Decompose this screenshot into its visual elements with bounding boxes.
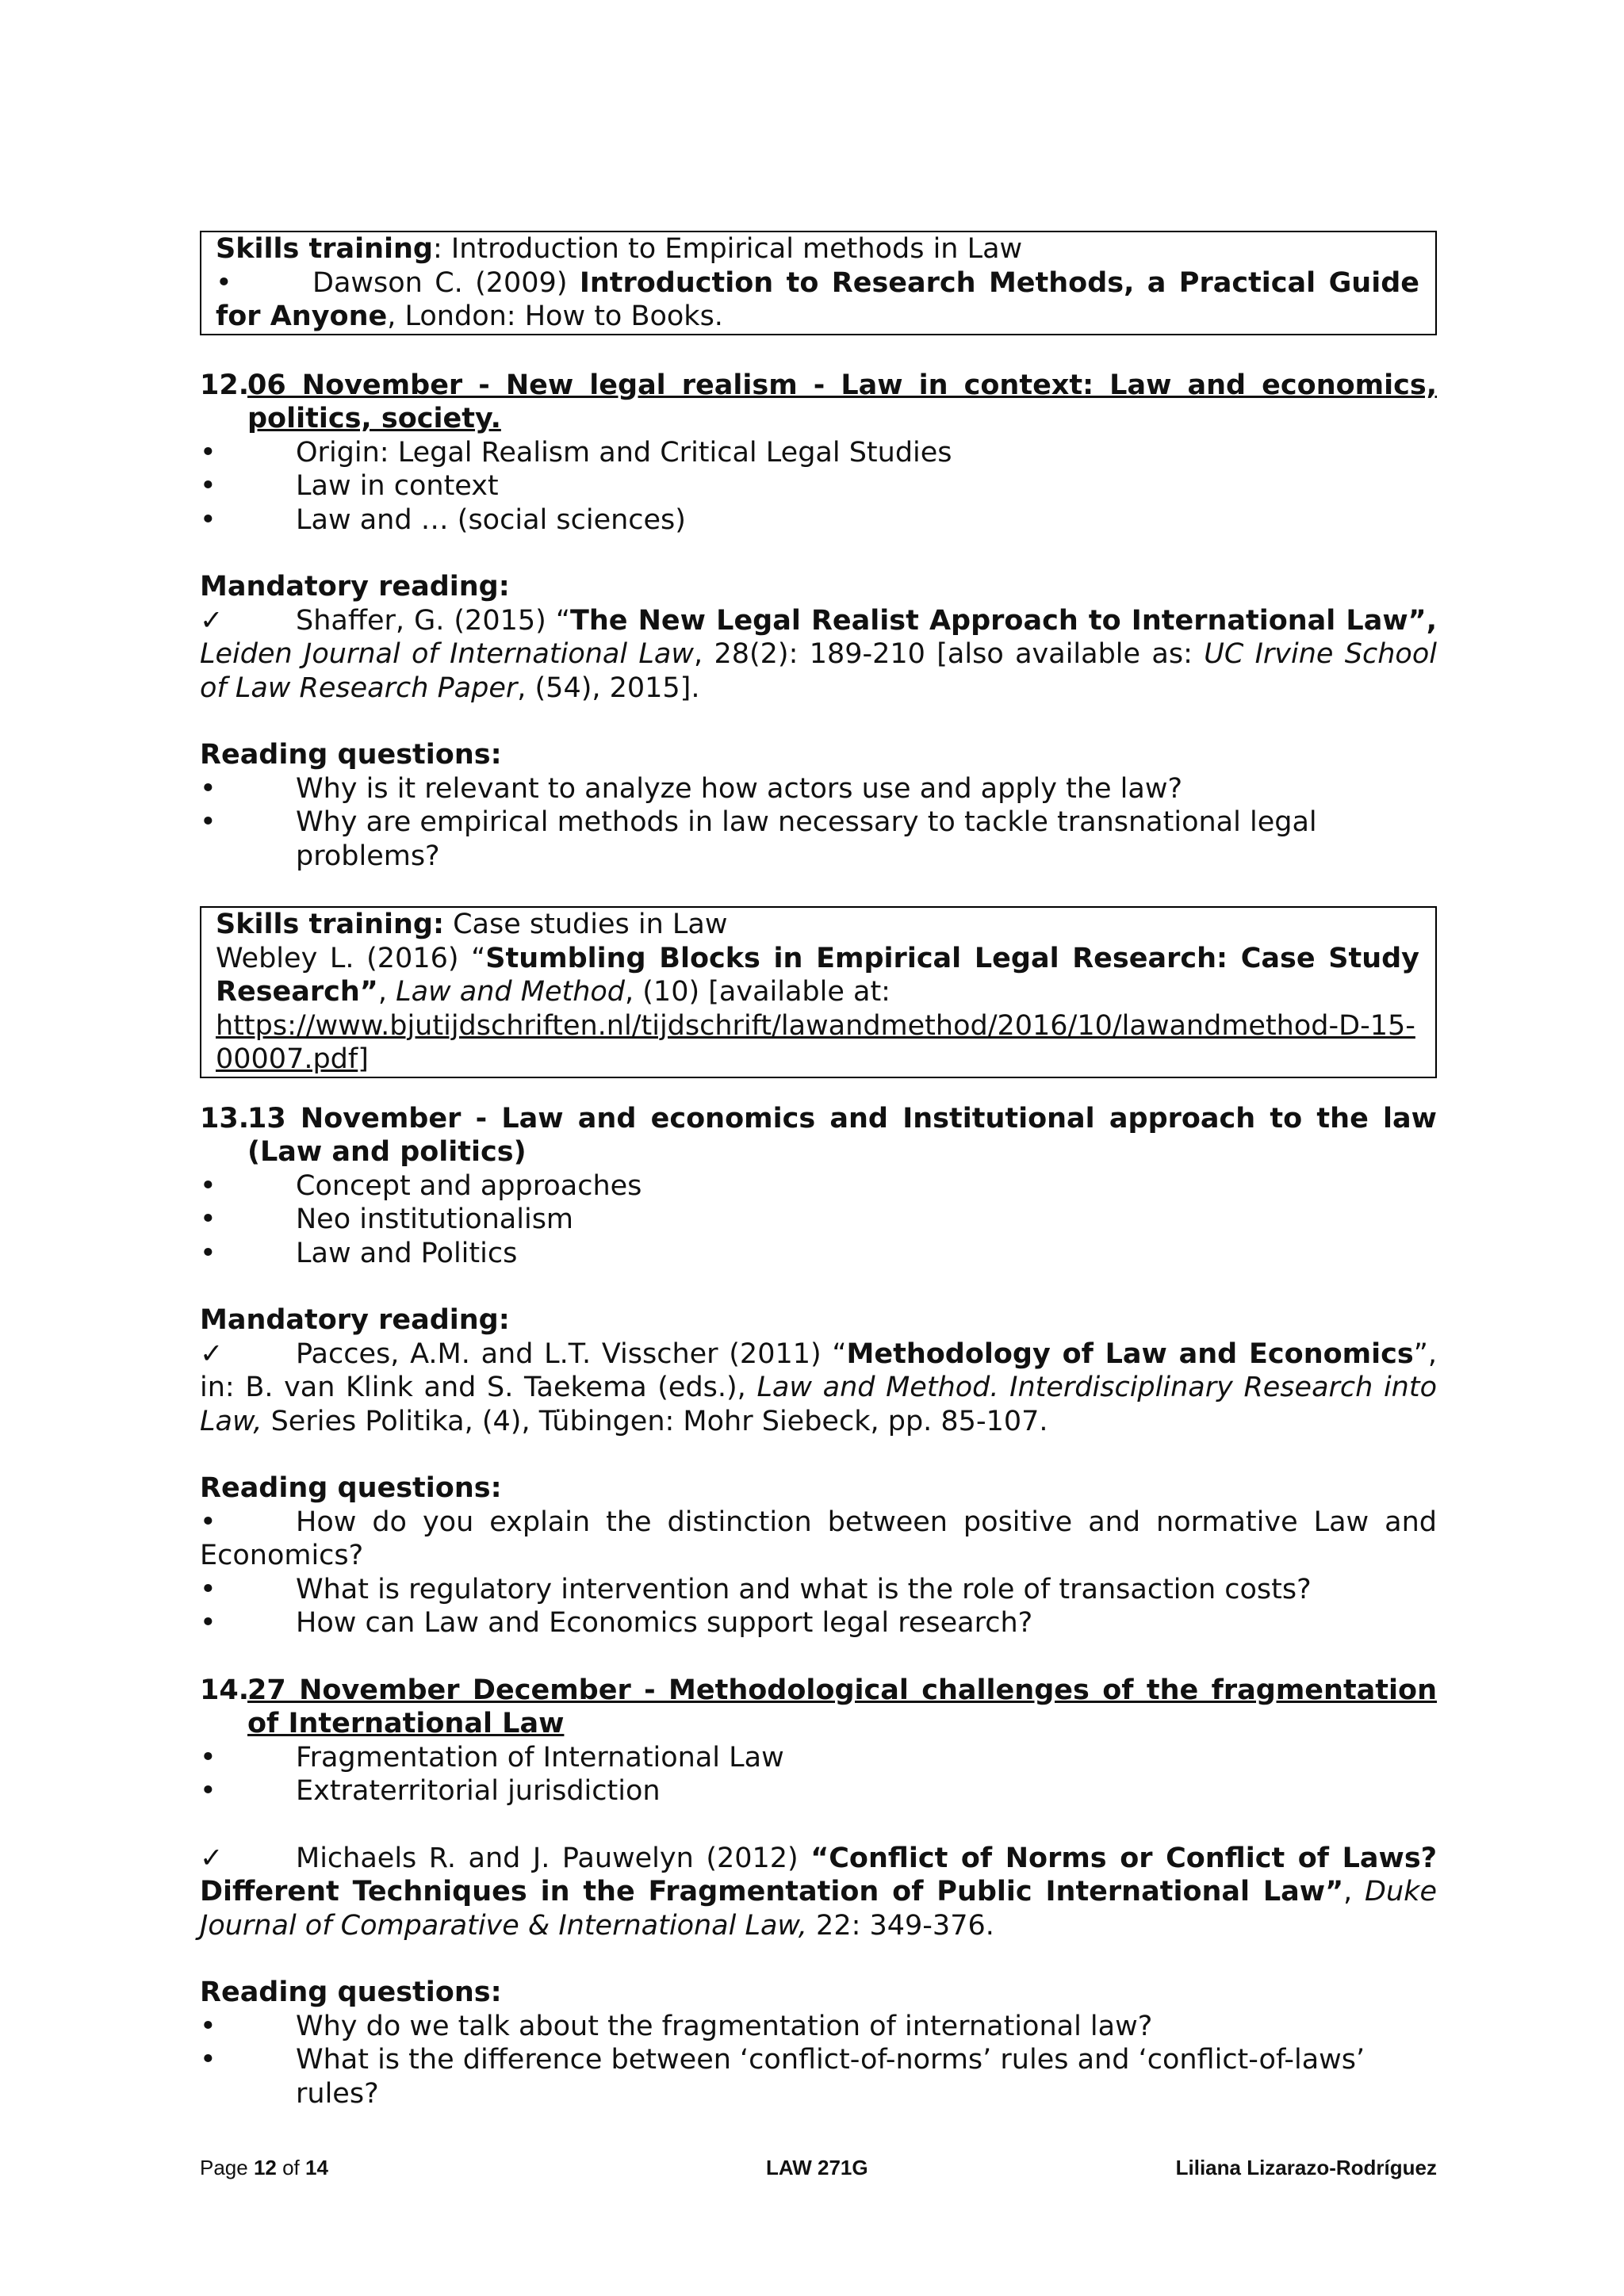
reading-questions-heading: Reading questions: bbox=[200, 1976, 502, 2008]
list-item: • How can Law and Economics support legal research? bbox=[200, 1607, 1033, 1639]
reading-questions-heading: Reading questions: bbox=[200, 739, 502, 771]
list-item: • Why do we talk about the fragmentation of international law? bbox=[200, 2010, 1153, 2042]
mandatory-reading-item: ✓ Pacces, A.M. and L.T. Visscher (2011) “Methodology of Law and Economics”, in: B. van Klink and S. Taekema (eds.), Law and Method. Interdisciplinary Research into Law, Series Politika, (4), Tübingen: Mohr Siebeck, pp. 85-107. bbox=[200, 1337, 1437, 1437]
list-item: • Why are empirical methods in law necessary to tackle transnational legal problems? bbox=[200, 806, 1317, 872]
reading-questions-heading: Reading questions: bbox=[200, 1472, 502, 1504]
list-item: • Law in context bbox=[200, 470, 499, 502]
skills-reference: Webley L. (2016) “Stumbling Blocks in Empirical Legal Research: Case Study Research”, Law and Method, (10) [available at: bbox=[216, 942, 1419, 1008]
list-item: • Law and Politics bbox=[200, 1237, 518, 1269]
page-number: Page 12 of 14 bbox=[200, 2156, 328, 2179]
skills-training-box-2: Skills training: Case studies in Law Webley L. (2016) “Stumbling Blocks in Empirical Legal Research: Case Study Research”, Law and Method, (10) [available at: https://www.bjutijdschriften.nl/tijdschrift/lawandmethod/2016/10/lawandmethod-D-15-00007.pdf] bbox=[200, 906, 1437, 1078]
section-12-title: 12. 06 November - New legal realism - Law in context: Law and economics, politics, society. bbox=[200, 369, 1437, 434]
list-item: • What is the difference between ‘conflict-of-norms’ rules and ‘conflict-of-laws’ rules? bbox=[200, 2044, 1365, 2110]
course-code: LAW 271G bbox=[766, 2156, 868, 2179]
list-item: • Fragmentation of International Law bbox=[200, 1741, 784, 1774]
author-name: Liliana Lizarazo-Rodríguez bbox=[1175, 2156, 1437, 2179]
mandatory-reading-heading: Mandatory reading: bbox=[200, 571, 510, 603]
list-item: • Origin: Legal Realism and Critical Legal Studies bbox=[200, 436, 952, 469]
page-content bbox=[200, 231, 1437, 2110]
list-item: • Why is it relevant to analyze how actors use and apply the law? bbox=[200, 772, 1183, 805]
list-item: • Law and … (social sciences) bbox=[200, 503, 686, 536]
list-item: • Concept and approaches bbox=[200, 1169, 642, 1202]
list-item: • What is regulatory intervention and what is the role of transaction costs? bbox=[200, 1573, 1312, 1605]
list-item: • Extraterritorial jurisdiction bbox=[200, 1775, 661, 1807]
checkmark-icon: ✓ bbox=[200, 604, 224, 637]
page-footer bbox=[200, 2155, 1437, 2180]
list-item: • Neo institutionalism bbox=[200, 1203, 574, 1235]
section-14-title: 14. 27 November December - Methodological challenges of the fragmentation of International Law bbox=[200, 1674, 1437, 1739]
checkmark-icon: ✓ bbox=[200, 1842, 224, 1874]
skills-reference: • Dawson C. (2009) Introduction to Research Methods, a Practical Guide for Anyone, London: How to Books. bbox=[216, 266, 1419, 332]
skills-training-box-1: Skills training: Introduction to Empirical methods in Law • Dawson C. (2009) Introduction to Research Methods, a Practical Guide for Anyone, London: How to Books. bbox=[200, 231, 1437, 335]
skills-label: Skills training bbox=[216, 233, 433, 265]
mandatory-reading-item: ✓ Michaels R. and J. Pauwelyn (2012) “Conflict of Norms or Conflict of Laws? Different Techniques in the Fragmentation of Public International Law”, Duke Journal of Comparative & International Law, 22: 349-376. bbox=[200, 1842, 1437, 1942]
mandatory-reading-heading: Mandatory reading: bbox=[200, 1304, 510, 1336]
list-item: • How do you explain the distinction between positive and normative Law and Economics? bbox=[200, 1506, 1437, 1571]
mandatory-reading-item: ✓ Shaffer, G. (2015) “The New Legal Realist Approach to International Law”, Leiden Journal of International Law, 28(2): 189-210 [also available as: UC Irvine School of Law Research Paper, (54), 2015]. bbox=[200, 604, 1437, 704]
checkmark-icon: ✓ bbox=[200, 1337, 224, 1370]
section-13-title: 13. 13 November - Law and economics and Institutional approach to the law (Law and politics) bbox=[200, 1102, 1437, 1168]
reference-link[interactable]: https://www.bjutijdschriften.nl/tijdschrift/lawandmethod/2016/10/lawandmethod-D-15-00007.pdf bbox=[216, 1009, 1415, 1075]
